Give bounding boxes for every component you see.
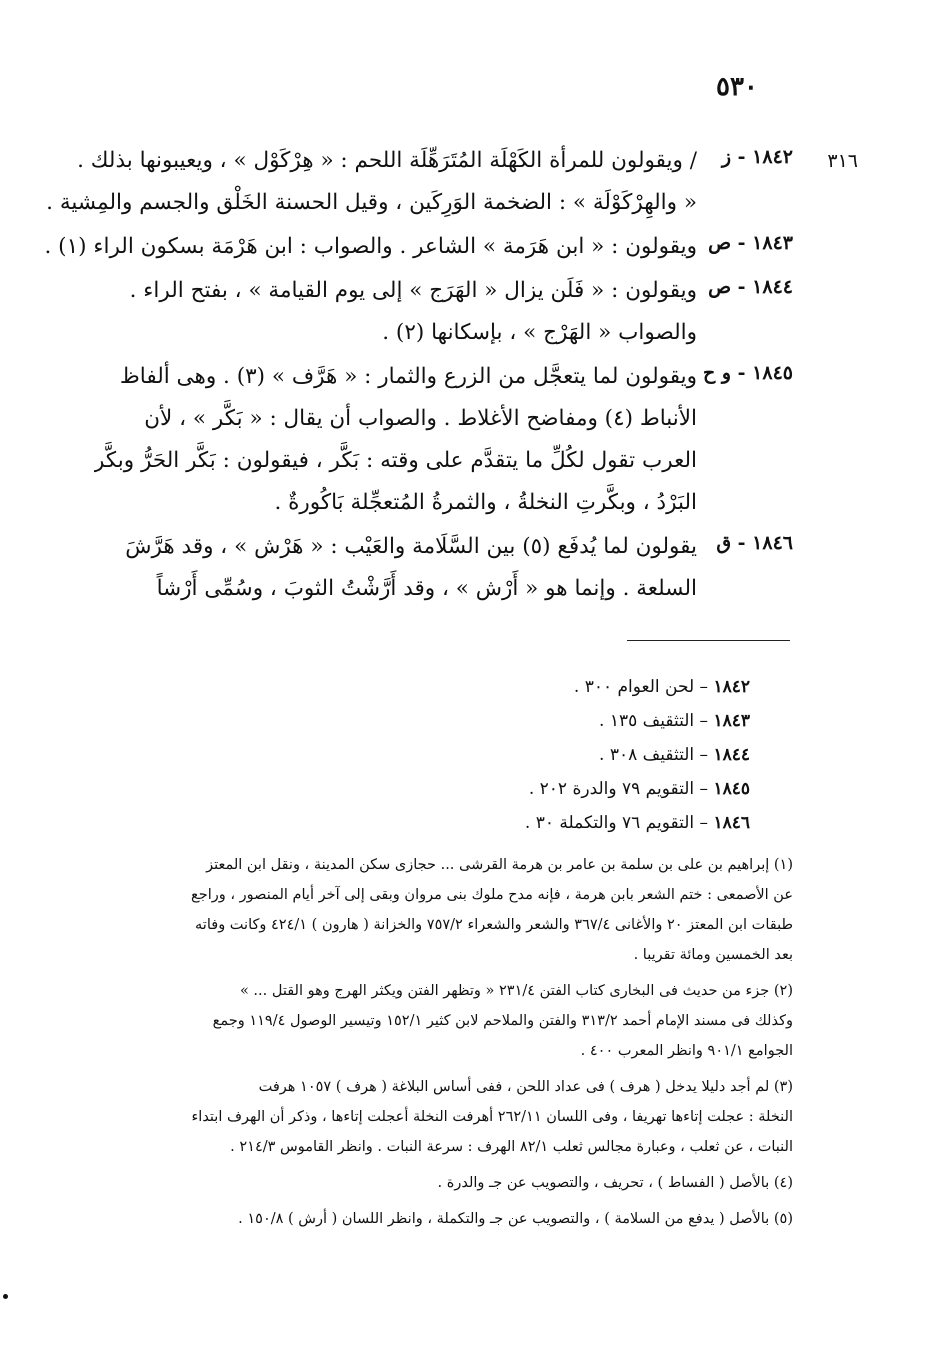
footnote-line: (٥) بالأصل ( يدفع من السلامة ) ، والتصويب عن جـ والتكملة ، وانظر اللسان ( أرش ) ١٥٠/٨ . <box>238 1211 793 1227</box>
footnote-line: (٣) لم أجد دليلا يدخل ( هرف ) فى عداد اللحن ، ففى أساس البلاغة ( هرف ) ١٠٥٧ هرفت <box>258 1079 793 1095</box>
entry <box>95 270 793 354</box>
footnotes-list <box>95 850 793 1240</box>
entry <box>95 356 793 524</box>
source-text: – التقويم ٧٩ والدرة ٢٠٢ . <box>528 779 709 799</box>
entry-number: ١٨٤٣ - ص <box>708 232 793 254</box>
entry-text <box>45 226 697 268</box>
entry-line: الأنباط (٤) ومفاضح الأغلاط . والصواب أن يقال : « بَكَّر » ، لأن <box>144 406 697 431</box>
source-line <box>430 772 750 806</box>
footnote-line: (١) إبراهيم بن على بن سلمة بن عامر بن هرمة القرشى ... حجازى سكن المدينة ، ونقل ابن المعتز <box>206 857 793 873</box>
entry-number: ١٨٤٥ - و ح <box>703 362 793 384</box>
footnote-line: الجوامع ٩٠١/١ وانظر المعرب ٤٠٠ . <box>580 1043 793 1059</box>
footnote-line: بعد الخمسين ومائة تقريبا . <box>633 947 793 963</box>
entry-line: والصواب « الهَرْج » ، بإسكانها (٢) . <box>382 320 697 345</box>
footnote-line: (٢) جزء من حديث فى البخارى كتاب الفتن ٢٣١/٤ « وتظهر الفتن ويكثر الهرج وهو القتل ... » <box>239 983 793 999</box>
entry-line: « والهِرْكَوْلَة » : الضخمة الوَرِكَين ، وقيل الحسنة الخَلْق والجسم والمِشية . <box>46 190 697 215</box>
footnote-line: وكذلك فى مسند الإمام أحمد ٣١٣/٢ والفتن والملاحم لابن كثير ١٥٢/١ وتيسير الوصول ١١٩/٤ وجمع <box>212 1013 793 1029</box>
source-line <box>430 806 750 840</box>
entry-text <box>95 270 697 354</box>
page-number: ٥٣٠ <box>716 72 758 102</box>
entry-number: ١٨٤٤ - ص <box>708 276 793 298</box>
entry-text <box>94 356 697 524</box>
footnote-divider <box>627 640 790 641</box>
entry-number: ١٨٤٢ - ز <box>721 146 793 168</box>
entry-line: السلعة . وإنما هو « أَرْش » ، وقد أَرَّشْتُ الثوبَ ، وسُمِّى أَرْشاً <box>156 576 697 601</box>
entry-line: العرب تقول لكُلِّ ما يتقدَّم على وقته : بَكَّر ، فيقولون : بَكَّر الحَرُّ وبكَّر <box>94 448 697 473</box>
entry-number: ١٨٤٦ - ق <box>716 532 793 554</box>
source-number: ١٨٤٥ <box>713 779 750 799</box>
footnote <box>95 850 793 970</box>
source-number: ١٨٤٤ <box>713 745 750 765</box>
source-line <box>430 738 750 772</box>
entries-list <box>44 140 793 612</box>
source-text: – التثقيف ٣٠٨ . <box>599 745 709 765</box>
footnote-line: النبات ، عن ثعلب ، وعبارة مجالس ثعلب ٨٢/١ الهرف : سرعة النبات . وانظر القاموس ٢١٤/٣ . <box>230 1139 793 1155</box>
scan-mark <box>3 1294 8 1299</box>
footnote-line: طبقات ابن المعتز ٢٠ والأغانى ٣٦٧/٤ والشعر والشعراء ٧٥٧/٢ والخزانة ( هارون ) ٤٢٤/١ وكانت وفاته <box>195 917 793 933</box>
sources-list <box>430 670 750 840</box>
footnote <box>95 1168 793 1198</box>
source-number: ١٨٤٦ <box>713 813 750 833</box>
entry-line: يقولون لما يُدفَع (٥) بين السَّلَامة والعَيْب : « هَرْش » ، وقد هَرَّشَ <box>125 534 697 559</box>
footnote-line: (٤) بالأصل ( الفساط ) ، تحريف ، والتصويب عن جـ والدرة . <box>437 1175 793 1191</box>
source-line <box>430 670 750 704</box>
entry-line: البَرْدُ ، وبكَّرتِ النخلةُ ، والثمرةُ المُتعجِّلة بَاكُورةٌ . <box>274 490 697 515</box>
footnote <box>95 1204 793 1234</box>
entry-line: ويقولون : « فَلَن يزال « الهَرَج » إلى يوم القيامة » ، بفتح الراء . <box>129 278 697 303</box>
source-number: ١٨٤٢ <box>713 677 750 697</box>
footnote <box>95 1072 793 1162</box>
source-text: – التقويم ٧٦ والتكملة ٣٠ . <box>524 813 709 833</box>
margin-reference: ٣١٦ <box>827 150 858 172</box>
entry-line: ويقولون لما يتعجَّل من الزرع والثمار : « هَرَّف » (٣) . وهى ألفاظ <box>119 364 697 389</box>
entry-line: ويقولون : « ابن هَرَمة » الشاعر . والصواب : ابن هَرْمَة بسكون الراء (١) . <box>44 234 697 259</box>
source-text: – التثقيف ١٣٥ . <box>599 711 709 731</box>
entry-text <box>46 140 697 224</box>
source-text: – لحن العوام ٣٠٠ . <box>573 677 709 697</box>
footnote-line: النخلة : عجلت إتاءها تهريفا ، وفى اللسان ٢٦٢/١١ أهرفت النخلة أعجلت إتاءها ، وذكر أن الهرف ابتداء <box>191 1109 793 1125</box>
source-line <box>430 704 750 738</box>
source-number: ١٨٤٣ <box>713 711 750 731</box>
entry-text <box>95 526 697 610</box>
entry-line: / ويقولون للمرأة الكَهْلَة المُتَرَهِّلَة اللحم : « هِرْكَوْل » ، ويعيبونها بذلك . <box>77 148 697 173</box>
footnote <box>95 976 793 1066</box>
entry <box>95 526 793 610</box>
footnote-line: عن الأصمعى : ختم الشعر بابن هرمة ، فإنه مدح ملوك بنى مروان وبقى إلى آخر أيام المنصور ، وراجع <box>191 887 793 903</box>
entry <box>44 226 793 268</box>
entry <box>46 140 793 224</box>
